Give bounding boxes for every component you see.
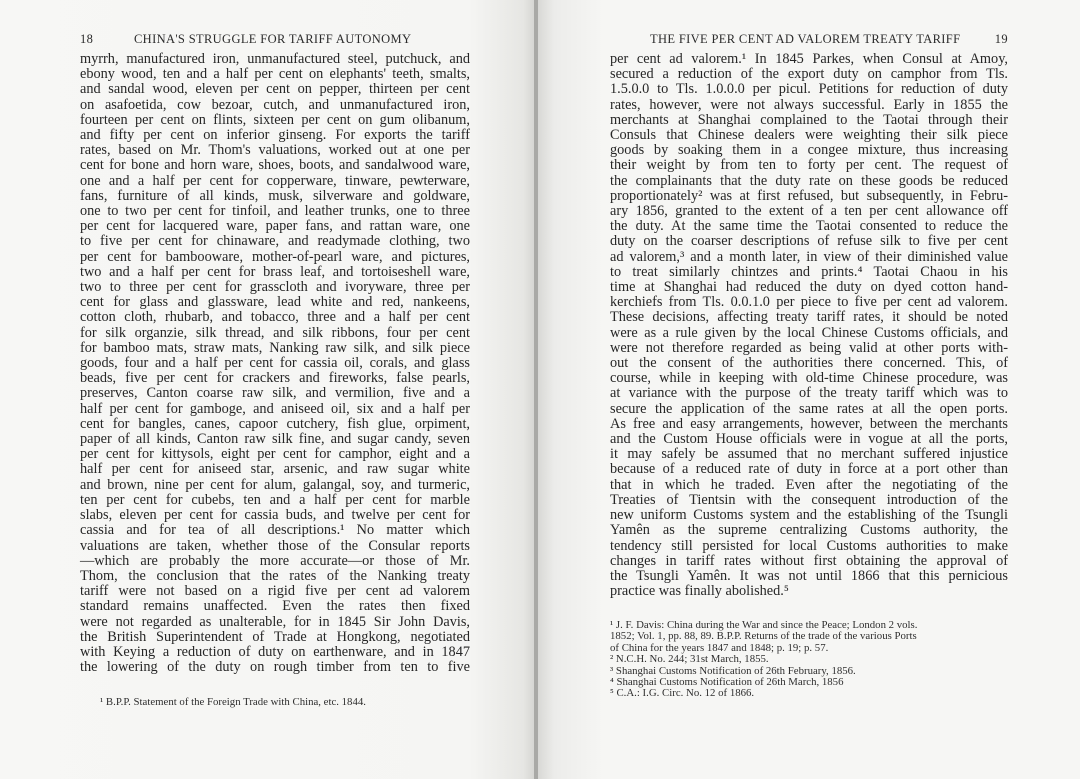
body-text-line: per cent for kittysols, eight per cent for camphor, eight and a <box>80 446 470 463</box>
body-text-line: goods by soaking them in a congee mixture, thus increasing <box>610 142 1008 159</box>
footnote-line: ⁴ Shanghai Customs Notification of 26th March, 1856 <box>610 676 844 689</box>
body-text-line: goods, four and a half per cent for cassia oil, corals, and glass <box>80 355 470 372</box>
body-text-line: tendency still persisted for local Customs authorities to make <box>610 537 1008 554</box>
body-text-line: and sandal wood, eleven per cent on pepper, thirteen per cent <box>80 81 470 98</box>
right-page-number: 19 <box>994 32 1008 46</box>
body-text-line: ten per cent for cubebs, ten and a half per cent for marble <box>80 491 470 508</box>
footnote-line: ³ Shanghai Customs Notification of 26th February, 1856. <box>610 664 856 677</box>
left-page <box>0 0 534 779</box>
body-text-line: on asafoetida, cow bezoar, cutch, and unmanufactured iron, <box>80 96 470 113</box>
body-text-line: tariff were not based on a rigid five per cent ad valorem <box>80 583 470 600</box>
body-text-line: 1.5.0.0 to Tls. 1.0.0.0 per picul. Petitions for reduction of duty <box>610 81 1008 98</box>
left-page-body <box>80 52 470 675</box>
body-text-line: half per cent for aniseed star, arsenic, and raw sugar white <box>80 461 470 478</box>
body-text-line: it may safely be assumed that no merchant suffered injustice <box>610 446 1008 463</box>
footnote-line: ¹ J. F. Davis: China during the War and since the Peace; London 2 vols. <box>610 619 918 631</box>
body-text-line: new uniform Customs system and the establishing of the Tsungli <box>610 507 1008 524</box>
body-text-line: Thom, the conclusion that the rates of the Nanking treaty <box>80 567 470 584</box>
body-text-line: cassia and for tea of all descriptions.¹ No matter which <box>80 522 470 539</box>
body-text-line: the complainants that the duty rate on these goods be reduced <box>610 172 1008 189</box>
body-text-line: Treaties of Tientsin with the consequent introduction of the <box>610 491 1008 508</box>
body-text-line: standard remains unaffected. Even the rates then fixed <box>80 598 470 615</box>
left-page-footnotes <box>100 697 470 708</box>
body-text-line: secure the application of the same rates at all the open ports. <box>610 400 1008 417</box>
body-text-line: —which are probably the more accurate—or those of Mr. <box>80 552 470 569</box>
body-text-line: half per cent for gamboge, and aniseed oil, six and a half per <box>80 400 470 417</box>
body-text-line: duty on the coarser descriptions of refuse silk to five per cent <box>610 233 1008 250</box>
body-text-line: valuations are taken, whether those of the Consular reports <box>80 537 470 554</box>
body-text-line: Yamên as the supreme centralizing Customs authority, the <box>610 522 1008 539</box>
body-text-line: were not therefore regarded as being valid at other ports with- <box>610 339 1008 356</box>
body-text-line: beads, five per cent for crackers and fireworks, false pearls, <box>80 370 470 387</box>
body-text-line: at variance with the purpose of the treaty tariff which was to <box>610 385 1008 402</box>
body-text-line: for silk organzie, silk thread, and silk ribbons, four per cent <box>80 324 470 341</box>
body-text-line: slabs, eleven per cent for cassia buds, and twelve per cent for <box>80 507 470 524</box>
body-text-line: ary 1856, granted to the extent of a ten per cent allowance off <box>610 203 1008 220</box>
body-text-line: to treat similarly chintzes and prints.⁴ Taotai Chaou in his <box>610 263 1008 280</box>
body-text-line: practice was finally abolished.⁵ <box>610 583 789 600</box>
body-text-line: Consuls that Chinese dealers were weighting their silk piece <box>610 127 1008 144</box>
body-text-line: because of a reduced rate of duty in force at a port other than <box>610 461 1008 478</box>
body-text-line: per cent for lacquered ware, paper fans, and rattan ware, one <box>80 218 470 235</box>
body-text-line: cotton cloth, rhubarb, and tobacco, three and a half per cent <box>80 309 470 326</box>
body-text-line: proportionately² was at first refused, but subsequently, in Febru- <box>610 187 1008 204</box>
body-text-line: were not regarded as unalterable, for in 1845 Sir John Davis, <box>80 613 470 630</box>
right-page-footnotes <box>610 620 1010 700</box>
body-text-line: merchants at Shanghai complained to the Taotai through their <box>610 111 1008 128</box>
body-text-line: one to two per cent for tinfoil, and leather trunks, one to three <box>80 203 470 220</box>
body-text-line: fourteen per cent on flints, sixteen per cent on gum olibanum, <box>80 111 470 128</box>
body-text-line: with Keying a reduction of duty on earthenware, and in 1847 <box>80 643 470 660</box>
body-text-line: cent for bangles, canes, capoor cutchery, fish glue, orpiment, <box>80 415 470 432</box>
footnote-line: ² N.C.H. No. 244; 31st March, 1855. <box>610 653 769 666</box>
left-page-number: 18 <box>80 32 94 46</box>
body-text-line: cent for bone and horn ware, shoes, boots, and sandalwood ware, <box>80 157 470 174</box>
body-text-line: secured a reduction of the export duty on camphor from Tls. <box>610 66 1008 83</box>
body-text-line: kerchiefs from Tls. 0.0.1.0 per piece to five per cent ad valorem. <box>610 294 1008 311</box>
body-text-line: that in which he traded. Even after the negotiating of the <box>610 476 1008 493</box>
body-text-line: changes in tariff rates without first obtaining the approval of <box>610 552 1008 569</box>
right-page <box>538 0 1080 779</box>
body-text-line: rates, based on Mr. Thom's valuations, worked out at one per <box>80 142 470 159</box>
right-page-body <box>610 52 1008 599</box>
body-text-line: their weight by from ten to forty per cent. The request of <box>610 157 1008 174</box>
body-text-line: two to three per cent for grasscloth and ivoryware, three per <box>80 279 470 296</box>
body-text-line: the lowering of the duty on rough timber from ten to five <box>80 659 470 676</box>
body-text-line: time at Shanghai had reduced the duty on dyed cotton hand- <box>610 279 1008 296</box>
body-text-line: cent for glass and glassware, lead white and red, nankeens, <box>80 294 470 311</box>
body-text-line: the duty. At the same time the Taotai consented to reduce the <box>610 218 1008 235</box>
body-text-line: myrrh, manufactured iron, unmanufactured steel, putchuck, and <box>80 51 470 67</box>
body-text-line: These decisions, affecting treaty tariff rates, it should be noted <box>610 309 1008 326</box>
body-text-line: course, while in keeping with old-time Chinese procedure, was <box>610 370 1008 387</box>
body-text-line: per cent for bambooware, mother-of-pearl ware, and pictures, <box>80 248 470 265</box>
body-text-line: ebony wood, ten and a half per cent on elephants' teeth, smalts, <box>80 66 470 83</box>
footnote-line: ⁵ C.A.: I.G. Circ. No. 12 of 1866. <box>610 687 755 700</box>
body-text-line: and the Custom House officials were in vogue at all the ports, <box>610 431 1008 448</box>
body-text-line: out the consent of the authorities there concerned. This, of <box>610 355 1008 372</box>
body-text-line: the British Superintendent of Trade at Hongkong, negotiated <box>80 628 470 645</box>
body-text-line: As free and easy arrangements, however, between the merchants <box>610 415 1008 432</box>
footnote-line: ¹ B.P.P. Statement of the Foreign Trade with China, etc. 1844. <box>100 696 366 708</box>
body-text-line: to five per cent for chinaware, and readymade clothing, two <box>80 233 470 250</box>
body-text-line: one and a half per cent for copperware, tinware, pewterware, <box>80 172 470 189</box>
left-running-head: CHINA'S STRUGGLE FOR TARIFF AUTONOMY <box>134 32 412 46</box>
footnote-line: of China for the years 1847 and 1848; p. 19; p. 57. <box>610 641 829 654</box>
right-running-head: THE FIVE PER CENT AD VALOREM TREATY TARIFF <box>650 32 961 46</box>
body-text-line: the Tsungli Yamên. It was not until 1866 that this pernicious <box>610 567 1008 584</box>
body-text-line: paper of all kinds, Canton raw silk fine, and sugar candy, seven <box>80 431 470 448</box>
body-text-line: ad valorem,³ and a month later, in view of their diminished value <box>610 248 1008 265</box>
body-text-line: two and a half per cent for brass leaf, and tortoiseshell ware, <box>80 263 470 280</box>
body-text-line: and brown, nine per cent for alum, galangal, soy, and turmeric, <box>80 476 470 493</box>
body-text-line: rates, however, were not always successful. Early in 1855 the <box>610 96 1008 113</box>
footnote-line: 1852; Vol. 1, pp. 88, 89. B.P.P. Returns of the trade of the various Ports <box>610 630 917 643</box>
body-text-line: for bamboo mats, straw mats, Nanking raw silk, and silk piece <box>80 339 470 356</box>
body-text-line: fans, furniture of all kinds, musk, silverware and goldware, <box>80 187 470 204</box>
body-text-line: per cent ad valorem.¹ In 1845 Parkes, when Consul at Amoy, <box>610 51 1008 67</box>
body-text-line: were as a rule given by the local Chinese Customs officials, and <box>610 324 1008 341</box>
body-text-line: preserves, Canton coarse raw silk, and vermilion, five and a <box>80 385 470 402</box>
body-text-line: and fifty per cent on inferior ginseng. For exports the tariff <box>80 127 470 144</box>
